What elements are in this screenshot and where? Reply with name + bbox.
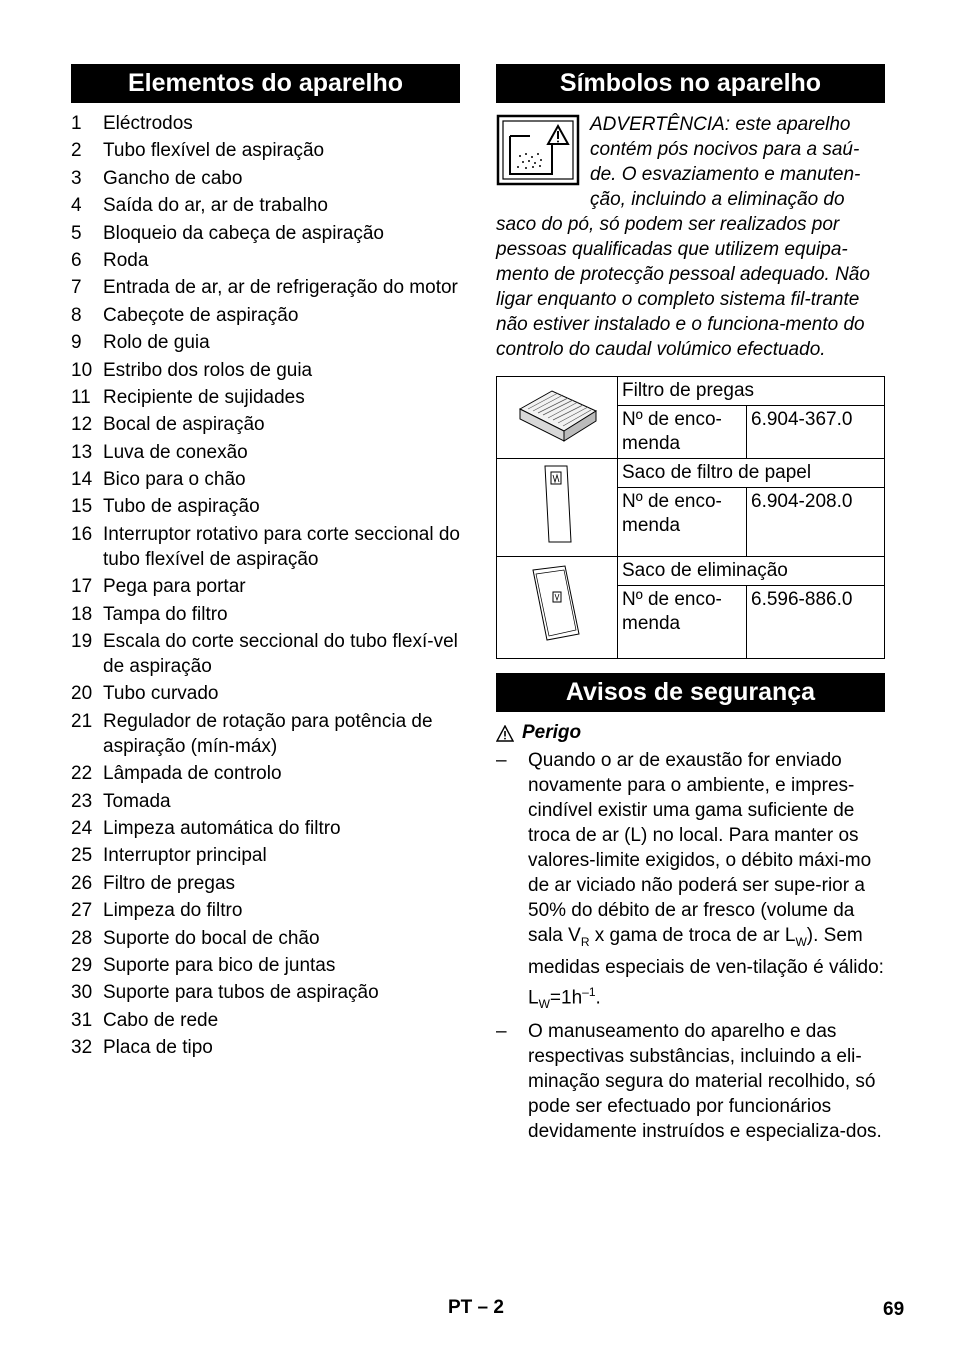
- list-item: [71, 138, 460, 163]
- order-number: 6.904-367.0: [747, 406, 885, 459]
- list-item: [71, 761, 460, 786]
- part-name: Saco de eliminação: [618, 557, 885, 586]
- item-number: 19: [71, 631, 93, 653]
- item-number: 3: [71, 167, 82, 189]
- list-item: [71, 358, 460, 383]
- list-item: [71, 494, 460, 519]
- section-heading-elements: Elementos do aparelho: [71, 64, 460, 103]
- list-item: [71, 602, 460, 627]
- list-item: [496, 1019, 885, 1144]
- paper-filter-bag-icon: [537, 462, 577, 546]
- item-label: Cabo de rede: [103, 1009, 219, 1031]
- list-item: [71, 709, 460, 759]
- item-number: 23: [71, 790, 93, 812]
- disposal-bag-icon: [527, 562, 587, 646]
- item-number: 1: [71, 113, 82, 134]
- part-image-cell: [497, 377, 618, 459]
- order-number: 6.596-886.0: [747, 586, 885, 659]
- section-heading-symbols: Símbolos no aparelho: [496, 64, 885, 103]
- list-item: [71, 467, 460, 492]
- item-number: 12: [71, 414, 93, 436]
- table-row: [497, 459, 885, 488]
- list-item: [71, 193, 460, 218]
- item-label: Estribo dos rolos de guia: [103, 359, 313, 381]
- item-label: Interruptor rotativo para corte seccional do tubo flexível de aspiração: [103, 523, 460, 570]
- item-label: Cabeçote de aspiração: [103, 304, 299, 326]
- list-item: [71, 440, 460, 465]
- item-label: Tampa do filtro: [103, 603, 228, 625]
- item-label: Limpeza do filtro: [103, 900, 243, 922]
- item-label: Gancho de cabo: [103, 167, 243, 189]
- item-number: 30: [71, 982, 93, 1004]
- warning-block: [496, 112, 885, 362]
- item-label: Escala do corte seccional do tubo flexí-vel de aspiração: [103, 631, 458, 678]
- danger-label: Perigo: [522, 722, 582, 743]
- part-name: Filtro de pregas: [618, 377, 885, 406]
- item-label: Suporte para bico de juntas: [103, 954, 336, 976]
- item-label: Tubo curvado: [103, 683, 219, 705]
- order-label: Nº de enco-menda: [618, 406, 747, 459]
- list-item: [71, 816, 460, 841]
- list-item: [71, 303, 460, 328]
- part-image-cell: [497, 557, 618, 659]
- warning-triangle-icon: [496, 725, 514, 742]
- list-item: [71, 953, 460, 978]
- item-number: 13: [71, 441, 93, 463]
- list-item: [71, 980, 460, 1005]
- item-label: Tomada: [103, 790, 171, 812]
- order-label: Nº de enco-menda: [618, 586, 747, 659]
- list-item: [71, 522, 460, 572]
- item-label: Suporte do bocal de chão: [103, 927, 320, 949]
- item-number: 21: [71, 710, 93, 732]
- list-item: [71, 1035, 460, 1060]
- item-number: 32: [71, 1037, 93, 1059]
- item-number: 7: [71, 277, 82, 299]
- item-number: 29: [71, 954, 93, 976]
- item-label: Bico para o chão: [103, 469, 246, 491]
- item-number: 11: [71, 386, 91, 408]
- item-label: Bloqueio da cabeça de aspiração: [103, 222, 384, 244]
- item-number: 22: [71, 763, 93, 785]
- list-item: [71, 330, 460, 355]
- list-item: [71, 871, 460, 896]
- part-image-cell: [497, 459, 618, 557]
- dash-marker: –: [496, 750, 507, 771]
- safety-list: [496, 748, 885, 1144]
- list-item: [71, 843, 460, 868]
- item-label: Saída do ar, ar de trabalho: [103, 195, 328, 217]
- safety-text-1: Quando o ar de exaustão for enviado novamente para o ambiente, e impres-cindível existir uma gama suficiente de troca de ar (L) no local. Para manter os valores-limite exigidos, o débito máxi-mo de ar viciado não poderá ser supe-rior a 50% do débito de ar fresco (volume da sala $V_R$ x gama de troca de ar $L_W$). Sem medidas especiais de ven-tilação é válido: $L_W=1h^{-1}$.: [528, 750, 884, 1011]
- item-label: Rolo de guia: [103, 332, 210, 354]
- list-item: [71, 111, 460, 136]
- list-item: [71, 221, 460, 246]
- parts-table: [496, 376, 885, 659]
- item-label: Eléctrodos: [103, 113, 193, 134]
- part-name: Saco de filtro de papel: [618, 459, 885, 488]
- item-label: Pega para portar: [103, 576, 246, 598]
- item-number: 20: [71, 683, 93, 705]
- list-item: [71, 789, 460, 814]
- table-row: [497, 557, 885, 586]
- item-label: Tubo flexível de aspiração: [103, 140, 325, 162]
- item-label: Bocal de aspiração: [103, 414, 265, 436]
- list-item: [71, 248, 460, 273]
- item-label: Filtro de pregas: [103, 872, 236, 894]
- list-item: [71, 629, 460, 679]
- danger-title: [496, 722, 885, 744]
- list-item: [71, 574, 460, 599]
- item-number: 8: [71, 304, 82, 326]
- pleated-filter-icon: [514, 379, 600, 449]
- item-number: 28: [71, 927, 93, 949]
- safety-text-2: O manuseamento do aparelho e das respectivas substâncias, incluindo a eli-minação segura do material recolhido, só pode ser efectuado por funcionários devidamente instruídos e especializa-dos.: [528, 1020, 882, 1142]
- item-label: Entrada de ar, ar de refrigeração do motor: [103, 277, 458, 299]
- item-label: Lâmpada de controlo: [103, 763, 282, 785]
- elements-list: [71, 111, 460, 1060]
- item-label: Roda: [103, 249, 149, 271]
- list-item: [71, 1008, 460, 1033]
- item-number: 2: [71, 140, 82, 162]
- item-number: 26: [71, 872, 93, 894]
- item-label: Luva de conexão: [103, 441, 248, 463]
- item-number: 5: [71, 222, 82, 244]
- page-number: 69: [883, 1299, 905, 1320]
- item-number: 18: [71, 603, 93, 625]
- item-label: Regulador de rotação para potência de aspiração (mín-máx): [103, 710, 433, 757]
- list-item: [71, 166, 460, 191]
- order-number: 6.904-208.0: [747, 488, 885, 557]
- item-number: 15: [71, 496, 93, 518]
- item-number: 4: [71, 195, 82, 217]
- list-item: [496, 748, 885, 1017]
- table-row: [497, 377, 885, 406]
- warning-text: ADVERTÊNCIA: este aparelho contém pós nocivos para a saú-de. O esvaziamento e manuten-ção, incluindo a eliminação do saco do pó, só podem ser realizados por pessoas qualificadas que utilizem equipa-mento de protecção pessoal adequado. Não ligar enquanto o completo sistema fil-trante não estiver instalado e o funciona-mento do controlo do caudal volúmico efectuado.: [496, 114, 870, 360]
- item-label: Interruptor principal: [103, 845, 267, 867]
- right-column: [496, 64, 885, 1146]
- item-number: 10: [71, 359, 93, 381]
- dash-marker: –: [496, 1020, 507, 1042]
- item-number: 14: [71, 469, 93, 491]
- list-item: [71, 926, 460, 951]
- list-item: [71, 275, 460, 300]
- item-number: 31: [71, 1009, 93, 1031]
- item-number: 24: [71, 817, 93, 839]
- list-item: [71, 385, 460, 410]
- item-number: 9: [71, 332, 82, 354]
- list-item: [71, 898, 460, 923]
- left-column: [71, 64, 460, 1063]
- harmful-dust-warning-icon: [496, 114, 580, 186]
- item-number: 17: [71, 576, 93, 598]
- item-number: 27: [71, 900, 93, 922]
- item-label: Placa de tipo: [103, 1037, 213, 1059]
- item-label: Recipiente de sujidades: [103, 386, 305, 408]
- item-label: Tubo de aspiração: [103, 496, 260, 518]
- order-label: Nº de enco-menda: [618, 488, 747, 557]
- item-number: 25: [71, 845, 93, 867]
- footer-language-page: PT – 2: [448, 1297, 504, 1318]
- item-number: 16: [71, 523, 93, 545]
- list-item: [71, 681, 460, 706]
- section-heading-safety: Avisos de segurança: [496, 673, 885, 712]
- item-label: Suporte para tubos de aspiração: [103, 982, 379, 1004]
- list-item: [71, 412, 460, 437]
- item-label: Limpeza automática do filtro: [103, 817, 341, 839]
- item-number: 6: [71, 249, 82, 271]
